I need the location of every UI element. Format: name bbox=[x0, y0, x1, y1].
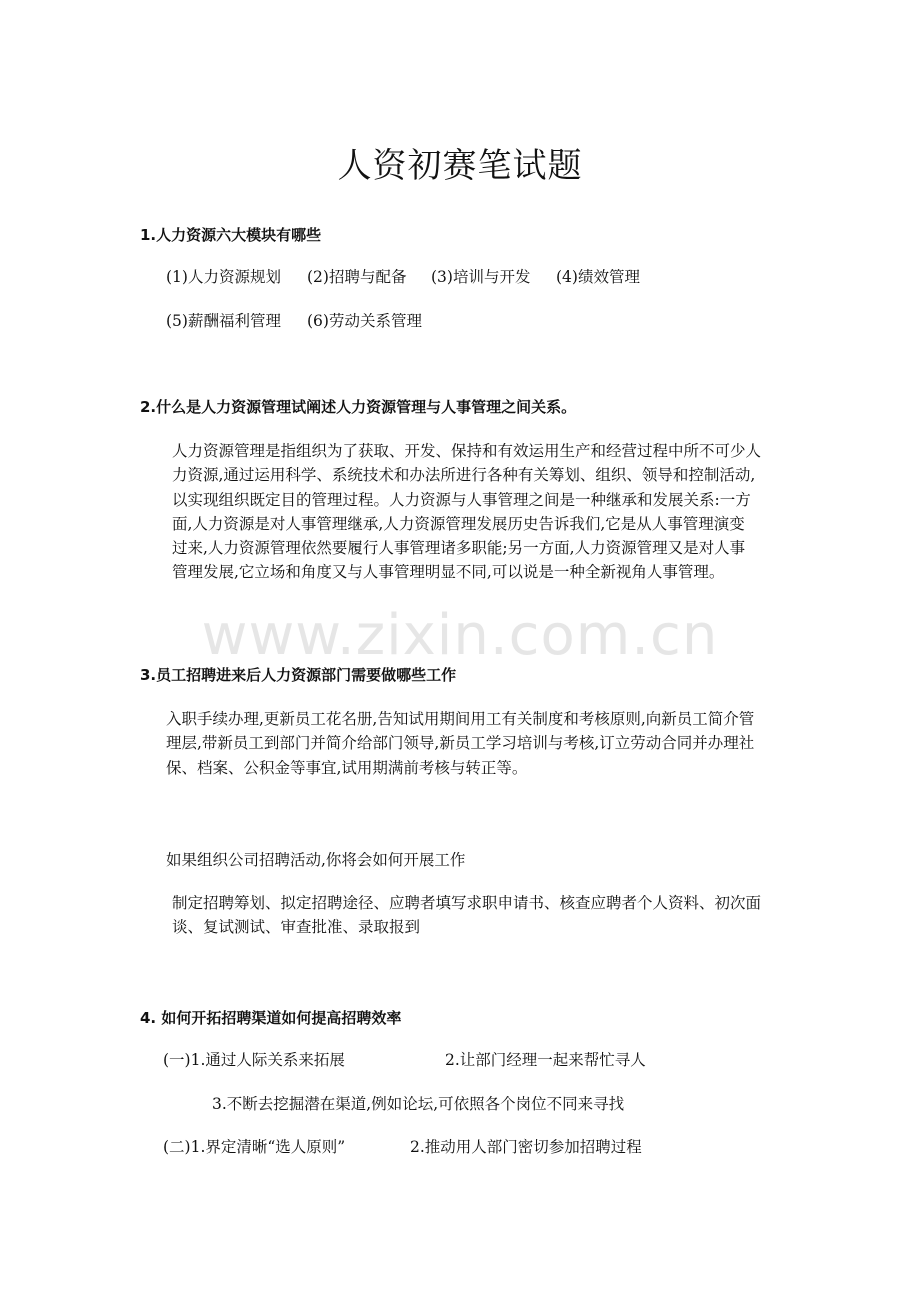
module-item: (1)人力资源规划 bbox=[166, 268, 281, 286]
answer-line: (二)1.界定清晰“选人原则” bbox=[163, 1138, 346, 1156]
answer-line: 谈、复试测试、审查批准、录取报到 bbox=[172, 918, 421, 937]
question-2-heading: 2.什么是人力资源管理试阐述人力资源管理与人事管理之间关系。 bbox=[140, 398, 577, 416]
answer-line: 以实现组织既定目的管理过程。人力资源与人事管理之间是一种继承和发展关系:一方 bbox=[172, 490, 751, 509]
answer-line: 保、档案、公积金等事宜,试用期满前考核与转正等。 bbox=[166, 758, 528, 777]
question-2-answer bbox=[172, 439, 784, 585]
question-3-sub-heading: 如果组织公司招聘活动,你将会如何开展工作 bbox=[166, 851, 466, 869]
question-3-answer bbox=[166, 707, 784, 780]
watermark: www.zixin.com.cn bbox=[201, 603, 719, 668]
answer-line: 管理发展,它立场和角度又与人事管理明显不同,可以说是一种全新视角人事管理。 bbox=[172, 563, 725, 582]
answer-line: 面,人力资源是对人事管理继承,人力资源管理发展历史告诉我们,它是从人事管理演变 bbox=[172, 514, 745, 533]
module-item: (3)培训与开发 bbox=[431, 268, 531, 286]
answer-line: (一)1.通过人际关系来拓展 bbox=[163, 1051, 345, 1069]
module-item: (4)绩效管理 bbox=[556, 268, 640, 286]
module-item: (5)薪酬福利管理 bbox=[166, 312, 281, 330]
document-title: 人资初赛笔试题 bbox=[337, 146, 583, 186]
question-3-sub-answer bbox=[172, 891, 784, 940]
answer-line: 3.不断去挖掘潜在渠道,例如论坛,可依照各个岗位不同来寻找 bbox=[212, 1095, 625, 1113]
answer-line: 力资源,通过运用科学、系统技术和办法所进行各种有关筹划、组织、领导和控制活动, bbox=[172, 466, 756, 485]
question-1-heading: 1.人力资源六大模块有哪些 bbox=[140, 226, 322, 244]
answer-line: 入职手续办理,更新员工花名册,告知试用期间用工有关制度和考核原则,向新员工简介管 bbox=[166, 710, 755, 728]
question-4-heading: 4. 如何开拓招聘渠道如何提高招聘效率 bbox=[140, 1009, 402, 1027]
answer-line: 2.让部门经理一起来帮忙寻人 bbox=[445, 1051, 646, 1069]
answer-line: 理层,带新员工到部门并简介给部门领导,新员工学习培训与考核,订立劳动合同并办理社 bbox=[166, 734, 755, 753]
answer-line: 2.推动用人部门密切参加招聘过程 bbox=[410, 1138, 642, 1156]
module-item: (2)招聘与配备 bbox=[307, 268, 407, 286]
answer-line: 人力资源管理是指组织为了获取、开发、保持和有效运用生产和经营过程中所不可少人 bbox=[172, 442, 762, 460]
answer-line: 过来,人力资源管理依然要履行人事管理诸多职能;另一方面,人力资源管理又是对人事 bbox=[172, 539, 746, 558]
module-item: (6)劳动关系管理 bbox=[307, 312, 422, 330]
answer-line: 制定招聘筹划、拟定招聘途径、应聘者填写求职申请书、核查应聘者个人资料、初次面 bbox=[172, 894, 762, 912]
question-3-heading: 3.员工招聘进来后人力资源部门需要做哪些工作 bbox=[140, 666, 457, 684]
